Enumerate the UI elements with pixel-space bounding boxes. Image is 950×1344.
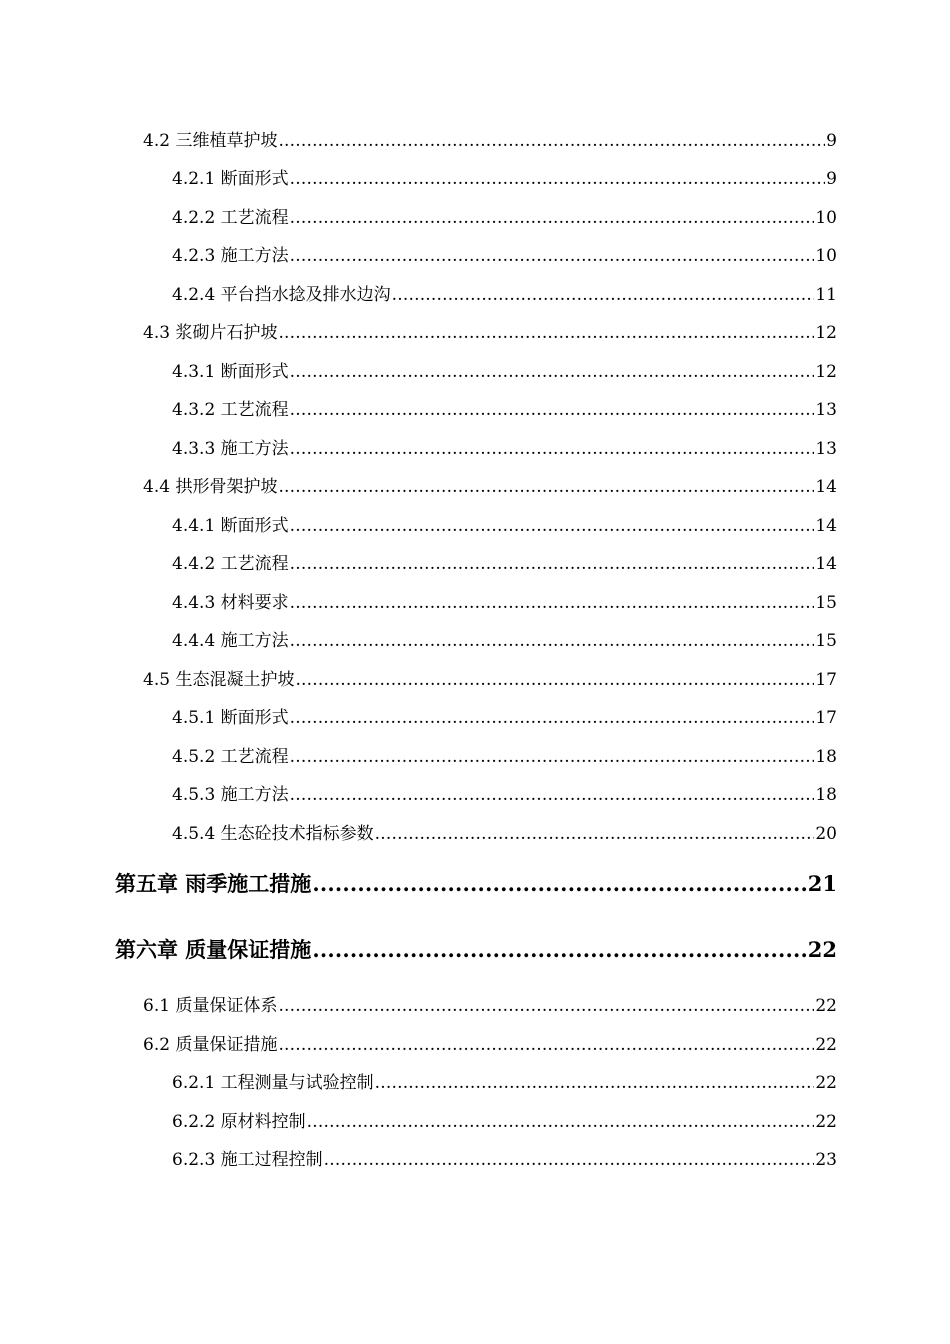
toc-dot-leader <box>375 1073 815 1093</box>
toc-dot-leader <box>278 996 814 1016</box>
toc-dot-leader <box>278 477 814 497</box>
toc-entry-title: 4.5.3 施工方法 <box>172 785 289 805</box>
toc-entry-title: 4.2.1 断面形式 <box>172 169 289 189</box>
toc-entry-title: 4.2 三维植草护坡 <box>143 131 278 151</box>
toc-dot-leader <box>290 708 815 728</box>
toc-entry[interactable] <box>0 991 837 1016</box>
toc-entry[interactable] <box>0 280 837 305</box>
toc-page-number: 11 <box>815 285 837 305</box>
toc-entry-title: 6.2.3 施工过程控制 <box>172 1150 323 1170</box>
toc-dot-leader <box>278 323 814 343</box>
toc-page-number: 13 <box>815 439 837 459</box>
toc-dot-leader <box>278 131 825 151</box>
toc-dot-leader <box>290 554 815 574</box>
toc-dot-leader <box>290 169 826 189</box>
toc-dot-leader <box>290 246 815 266</box>
toc-entry[interactable] <box>0 588 837 613</box>
toc-entry-title: 4.5.1 断面形式 <box>172 708 289 728</box>
toc-page-number: 18 <box>815 785 837 805</box>
toc-dot-leader <box>392 285 815 305</box>
toc-dot-leader <box>290 400 815 420</box>
toc-entry-title: 第五章 雨季施工措施 <box>115 871 312 896</box>
toc-entry[interactable] <box>0 241 837 266</box>
toc-entry-title: 4.2.3 施工方法 <box>172 246 289 266</box>
toc-entry-title: 6.1 质量保证体系 <box>143 996 278 1016</box>
toc-page-number: 22 <box>815 1035 837 1055</box>
toc-dot-leader <box>290 516 815 536</box>
toc-page-number: 22 <box>815 1112 837 1132</box>
toc-dot-leader <box>290 631 815 651</box>
toc-entry-title: 4.3 浆砌片石护坡 <box>143 323 278 343</box>
toc-page-number: 18 <box>815 747 837 767</box>
toc-entry-title: 4.4 拱形骨架护坡 <box>143 477 278 497</box>
toc-dot-leader <box>278 1035 814 1055</box>
toc-entry-title: 4.4.1 断面形式 <box>172 516 289 536</box>
toc-entry[interactable] <box>0 395 837 420</box>
toc-page-number: 14 <box>815 477 837 497</box>
toc-entry[interactable] <box>0 1107 837 1132</box>
toc-page-number: 10 <box>815 246 837 266</box>
toc-page-number: 13 <box>815 400 837 420</box>
toc-dot-leader <box>375 824 815 844</box>
toc-dot-leader <box>290 593 815 613</box>
toc-entry[interactable] <box>0 703 837 728</box>
toc-chapter-entry[interactable] <box>0 934 837 964</box>
toc-page-number: 22 <box>807 937 837 962</box>
toc-entry-title: 4.5.4 生态砼技术指标参数 <box>172 824 374 844</box>
toc-dot-leader <box>312 871 806 896</box>
toc-entry-title: 4.2.2 工艺流程 <box>172 208 289 228</box>
toc-page-number: 22 <box>815 996 837 1016</box>
toc-chapter-entry[interactable] <box>0 868 837 898</box>
toc-entry-title: 4.5 生态混凝土护坡 <box>143 670 295 690</box>
toc-page-number: 12 <box>815 323 837 343</box>
toc-entry-title: 4.3.2 工艺流程 <box>172 400 289 420</box>
toc-entry[interactable] <box>0 1030 837 1055</box>
toc-entry[interactable] <box>0 1068 837 1093</box>
toc-entry-title: 4.4.4 施工方法 <box>172 631 289 651</box>
toc-entry[interactable] <box>0 1145 837 1170</box>
toc-page-number: 9 <box>826 131 837 151</box>
toc-entry[interactable] <box>0 549 837 574</box>
toc-entry-title: 6.2 质量保证措施 <box>143 1035 278 1055</box>
toc-entry[interactable] <box>0 472 837 497</box>
toc-entry-title: 第六章 质量保证措施 <box>115 937 312 962</box>
toc-entry[interactable] <box>0 126 837 151</box>
toc-entry-title: 4.2.4 平台挡水捻及排水边沟 <box>172 285 391 305</box>
toc-entry[interactable] <box>0 434 837 459</box>
toc-page-number: 23 <box>815 1150 837 1170</box>
toc-entry-title: 4.4.2 工艺流程 <box>172 554 289 574</box>
toc-page-number: 17 <box>815 670 837 690</box>
toc-page-number: 21 <box>807 871 837 896</box>
toc-page-number: 10 <box>815 208 837 228</box>
toc-dot-leader <box>290 208 815 228</box>
toc-page-number: 15 <box>815 593 837 613</box>
toc-entry[interactable] <box>0 203 837 228</box>
toc-entry[interactable] <box>0 318 837 343</box>
toc-entry-title: 4.3.3 施工方法 <box>172 439 289 459</box>
toc-entry-title: 6.2.1 工程测量与试验控制 <box>172 1073 374 1093</box>
toc-entry[interactable] <box>0 665 837 690</box>
toc-page-number: 14 <box>815 554 837 574</box>
toc-dot-leader <box>312 937 806 962</box>
toc-dot-leader <box>295 670 814 690</box>
toc-page-number: 20 <box>815 824 837 844</box>
toc-dot-leader <box>290 362 815 382</box>
toc-entry-title: 4.5.2 工艺流程 <box>172 747 289 767</box>
toc-dot-leader <box>290 785 815 805</box>
toc-entry[interactable] <box>0 626 837 651</box>
toc-page-number: 12 <box>815 362 837 382</box>
toc-page-number: 22 <box>815 1073 837 1093</box>
toc-entry[interactable] <box>0 780 837 805</box>
toc-entry[interactable] <box>0 742 837 767</box>
toc-entry-title: 4.4.3 材料要求 <box>172 593 289 613</box>
toc-entry[interactable] <box>0 819 837 844</box>
toc-dot-leader <box>290 439 815 459</box>
toc-entry[interactable] <box>0 511 837 536</box>
toc-entry[interactable] <box>0 357 837 382</box>
toc-entry[interactable] <box>0 164 837 189</box>
toc-page-number: 17 <box>815 708 837 728</box>
toc-dot-leader <box>324 1150 815 1170</box>
toc-entry-title: 6.2.2 原材料控制 <box>172 1112 306 1132</box>
toc-page-number: 14 <box>815 516 837 536</box>
toc-page-number: 15 <box>815 631 837 651</box>
toc-page-number: 9 <box>826 169 837 189</box>
toc-entry-title: 4.3.1 断面形式 <box>172 362 289 382</box>
toc-dot-leader <box>290 747 815 767</box>
toc-dot-leader <box>307 1112 815 1132</box>
